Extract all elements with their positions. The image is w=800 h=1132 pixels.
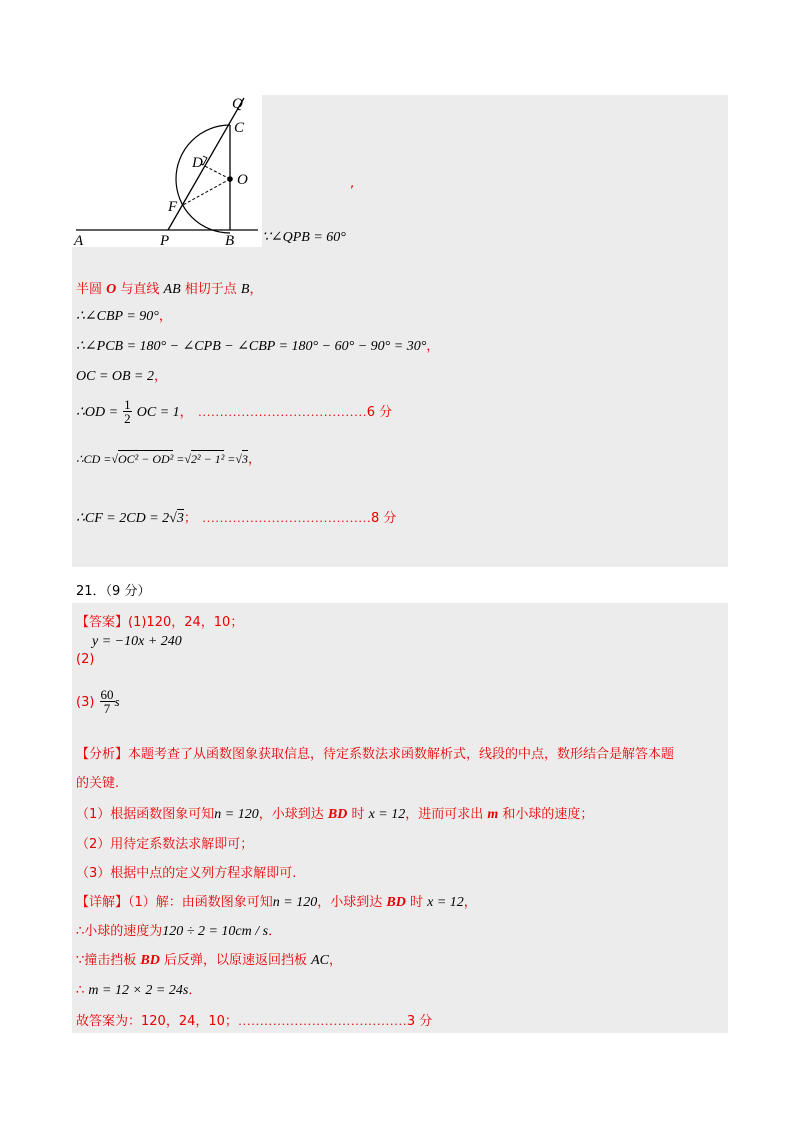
text: ． bbox=[188, 983, 202, 998]
unit-s: s bbox=[114, 694, 120, 709]
text: ∵撞击挡板 bbox=[76, 953, 141, 968]
line-cd bbox=[76, 448, 261, 467]
answer-2-label: (2) bbox=[76, 652, 95, 667]
fraction-60-7 bbox=[100, 688, 115, 715]
line-pq bbox=[168, 98, 244, 230]
math-m: m bbox=[487, 807, 499, 822]
sqrt-sign: √ bbox=[111, 452, 118, 466]
math-b: B bbox=[240, 282, 250, 297]
line-angle-cbp bbox=[76, 305, 172, 325]
rebound-line bbox=[76, 949, 342, 969]
text: 故答案为：120，24，10； bbox=[76, 1014, 238, 1029]
math-o: O bbox=[106, 282, 117, 297]
math-bd: BD bbox=[327, 807, 348, 822]
math-speed: 120 ÷ 2 = 10cm / s bbox=[162, 924, 269, 939]
score-6: 6 分 bbox=[366, 405, 393, 420]
tail: ， bbox=[154, 369, 168, 384]
label-a: A bbox=[74, 233, 84, 249]
text: ，小球到达 bbox=[317, 895, 387, 910]
speed-line bbox=[76, 920, 281, 940]
score-dots: ………………………………… bbox=[201, 510, 371, 525]
score-3: 3 分 bbox=[406, 1014, 433, 1029]
solution-block-top bbox=[262, 95, 728, 247]
label-b: B bbox=[225, 233, 235, 249]
math-n: n = 120 bbox=[214, 807, 259, 822]
math-cf: ∴CF = 2CD = 2 bbox=[76, 511, 170, 526]
math-n: n = 120 bbox=[272, 895, 318, 910]
analysis-line-2: 的关键. bbox=[76, 776, 120, 791]
math-x: x = 12 bbox=[368, 807, 406, 822]
answer-1: (1)120，24，10； bbox=[128, 615, 244, 630]
math-ac: AC bbox=[311, 953, 330, 968]
math-ab: AB bbox=[163, 282, 181, 297]
question-21-header: 21．（9 分） bbox=[76, 584, 151, 599]
answer-label: 【答案】 bbox=[76, 615, 129, 630]
line-angle-pcb bbox=[76, 335, 439, 355]
math-bd: BD bbox=[140, 953, 160, 968]
geometry-figure bbox=[72, 95, 262, 250]
math-angle-cbp: ∴∠CBP = 90° bbox=[76, 309, 159, 324]
answer-line-1 bbox=[76, 611, 243, 630]
label-q: Q bbox=[232, 96, 243, 112]
math-oc-ob: OC = OB = 2 bbox=[76, 369, 155, 384]
denominator: 7 bbox=[103, 701, 111, 716]
tail: ； bbox=[183, 511, 197, 526]
text: ，进而可求出 bbox=[405, 807, 488, 822]
line-cf bbox=[76, 507, 396, 527]
math-eq: = bbox=[224, 452, 236, 466]
text: 时 bbox=[405, 895, 428, 910]
tail: ， bbox=[158, 309, 172, 324]
score-dots: ………………………………… bbox=[197, 404, 367, 419]
score-dots: ………………………………… bbox=[237, 1013, 407, 1028]
step-1 bbox=[76, 803, 593, 823]
text: （1）根据函数图象可知 bbox=[76, 807, 215, 822]
label-c: C bbox=[234, 120, 245, 136]
tail: ， bbox=[426, 339, 440, 354]
analysis-label: 【分析】 bbox=[76, 747, 129, 762]
center-point-o bbox=[227, 176, 233, 182]
semicircle-arc bbox=[176, 125, 230, 233]
numerator: 1 bbox=[124, 397, 131, 412]
analysis-line-1 bbox=[76, 743, 674, 762]
label-f: F bbox=[168, 199, 178, 215]
step-3: （3）根据中点的定义列方程求解即可. bbox=[76, 866, 297, 881]
score-8: 8 分 bbox=[370, 511, 397, 526]
label-d: D bbox=[192, 155, 203, 171]
answer-line-3 bbox=[76, 688, 120, 715]
line-od bbox=[76, 398, 392, 425]
figure-comma: , bbox=[350, 176, 355, 191]
sqrt-sign: √ bbox=[169, 511, 177, 526]
step-2: （2）用待定系数法求解即可； bbox=[76, 837, 254, 852]
text: 时 bbox=[347, 807, 369, 822]
math-x: x = 12 bbox=[427, 895, 464, 910]
m-value-line bbox=[76, 979, 201, 999]
text: ， bbox=[249, 282, 263, 297]
text: 和小球的速度； bbox=[498, 807, 594, 822]
sqrt-sign: √ bbox=[184, 452, 191, 466]
detail-line-1 bbox=[76, 891, 477, 911]
line-oc-ob bbox=[76, 365, 167, 385]
sqrt-sign: √ bbox=[235, 452, 242, 466]
text: ，小球到达 bbox=[258, 807, 328, 822]
text: （1）解：由函数图象可知 bbox=[128, 895, 273, 910]
math-od-pre: ∴OD = bbox=[76, 405, 119, 420]
answer-3-label: (3) bbox=[76, 695, 95, 710]
detail-label: 【详解】 bbox=[76, 895, 129, 910]
text: ∴小球的速度为 bbox=[76, 924, 163, 939]
math-m-value: m = 12 × 2 = 24s bbox=[88, 983, 189, 998]
segment-od bbox=[199, 163, 230, 179]
math-angle-pcb: ∴∠PCB = 180° − ∠CPB − ∠CBP = 180° − 60° − 90° = 30° bbox=[76, 339, 427, 354]
math-bd: BD bbox=[386, 895, 406, 910]
final-answer-line bbox=[76, 1010, 432, 1029]
answer-2-math: y = −10x + 240 bbox=[92, 634, 182, 649]
text: ． bbox=[268, 924, 282, 939]
radicand: 3 bbox=[176, 511, 184, 526]
label-o: O bbox=[237, 172, 248, 188]
math-eq: = bbox=[173, 452, 185, 466]
math-od-post: OC = 1 bbox=[136, 405, 180, 420]
denominator: 2 bbox=[124, 411, 131, 426]
radicand-2: 2² − 1² bbox=[191, 452, 225, 466]
label-p: P bbox=[160, 233, 170, 249]
numerator: 60 bbox=[100, 687, 114, 702]
fraction-half bbox=[123, 398, 132, 425]
text: 后反弹，以原速返回挡板 bbox=[159, 953, 312, 968]
math-cd-pre: ∴CD = bbox=[76, 452, 112, 466]
text: ， bbox=[329, 953, 343, 968]
tail: ， bbox=[248, 452, 262, 467]
text: 与直线 bbox=[116, 282, 164, 297]
text: ， bbox=[463, 895, 477, 910]
line-semicircle-tangent bbox=[76, 278, 262, 298]
radicand-3: 3 bbox=[242, 452, 248, 466]
radicand-1: OC² − OD² bbox=[118, 452, 174, 466]
text: ∴ bbox=[76, 983, 89, 998]
text: 半圆 bbox=[76, 282, 107, 297]
tail: ， bbox=[179, 405, 193, 420]
because-angle-qpb: ∵∠QPB = 60° bbox=[262, 230, 346, 245]
text: 相切于点 bbox=[180, 282, 241, 297]
analysis-text: 本题考查了从函数图象获取信息，待定系数法求函数解析式，线段的中点，数形结合是解答本题 bbox=[128, 747, 675, 762]
